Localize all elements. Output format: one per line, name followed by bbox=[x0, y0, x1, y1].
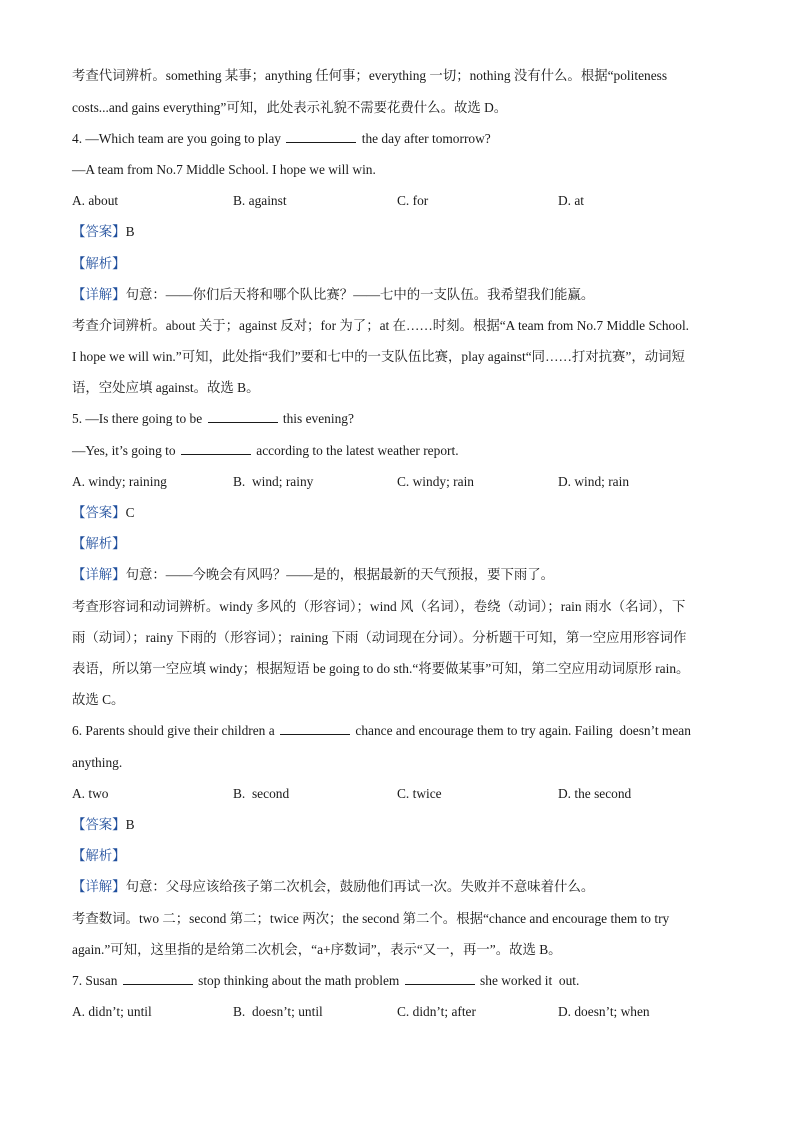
text-line: 考查介词辨析。about 关于；against 反对；for 为了；at 在……时刻。根据“A team from No.7 Middle School. bbox=[72, 318, 690, 333]
question-text: this evening? bbox=[282, 411, 354, 426]
analysis-tag: 【解析】 bbox=[72, 536, 126, 551]
question-text: chance and encourage them to try again. Failing doesn’t mean bbox=[355, 723, 691, 738]
option-b: B. doesn’t; until bbox=[233, 1004, 323, 1019]
text-line: again.”可知，这里指的是给第二次机会，“a+序数词”，表示“又一，再一”。故选 B。 bbox=[72, 942, 562, 957]
text-line: 考查代词辨析。something 某事；anything 任何事；everything 一切；nothing 没有什么。根据“politeness bbox=[72, 68, 668, 83]
detail-tag: 【详解】 bbox=[72, 287, 126, 302]
detail-tag: 【详解】 bbox=[72, 567, 126, 582]
option-d: D. doesn’t; when bbox=[558, 1004, 650, 1019]
text-line: 考查形容词和动词辨析。windy 多风的（形容词）；wind 风（名词），卷绕（动词）；rain 雨水（名词），下 bbox=[72, 599, 686, 614]
question-text: she worked it out. bbox=[480, 973, 580, 988]
question-text: the day after tomorrow? bbox=[361, 131, 491, 146]
question-text: 6. Parents should give their children a bbox=[72, 723, 275, 738]
answer-value: C bbox=[125, 505, 135, 520]
option-b: B. second bbox=[233, 786, 290, 801]
analysis-tag: 【解析】 bbox=[72, 256, 126, 271]
detail-text: 句意：——你们后天将和哪个队比赛？——七中的一支队伍。我希望我们能赢。 bbox=[125, 287, 595, 302]
option-b: B. wind; rainy bbox=[233, 474, 314, 489]
answer-line bbox=[72, 223, 135, 241]
text-line: 考查数词。two 二；second 第二；twice 两次；the second 第二个。根据“chance and encourage them to try bbox=[72, 911, 670, 926]
option-d: D. the second bbox=[558, 786, 632, 801]
answer-tag: 【答案】 bbox=[72, 505, 126, 520]
option-d: D. at bbox=[558, 193, 585, 208]
question-7 bbox=[72, 972, 579, 990]
question-text: stop thinking about the math problem bbox=[198, 973, 400, 988]
detail-text: 句意：——今晚会有风吗？——是的，根据最新的天气预报，要下雨了。 bbox=[125, 567, 555, 582]
answer-blank bbox=[280, 722, 350, 735]
option-b: B. against bbox=[233, 193, 287, 208]
option-c: C. twice bbox=[397, 786, 442, 801]
detail-line bbox=[72, 286, 594, 304]
text-line: 语，空处应填 against。故选 B。 bbox=[72, 380, 260, 395]
text-line: 雨（动词）；rainy 下雨的（形容词）；raining 下雨（动词现在分词）。分析题干可知，第一空应用形容词作 bbox=[72, 630, 687, 645]
option-a: A. about bbox=[72, 193, 119, 208]
detail-line bbox=[72, 566, 554, 584]
answer-tag: 【答案】 bbox=[72, 817, 126, 832]
option-d: D. wind; rain bbox=[558, 474, 630, 489]
text-line: costs...and gains everything”可知，此处表示礼貌不需要花费什么。故选 D。 bbox=[72, 100, 508, 115]
question-6 bbox=[72, 722, 691, 740]
answer-line bbox=[72, 816, 135, 834]
question-4 bbox=[72, 130, 491, 148]
text-line: I hope we will win.”可知，此处指“我们”要和七中的一支队伍比赛，play against“同……打对抗赛”，动词短 bbox=[72, 349, 685, 364]
question-text: 4. —Which team are you going to play bbox=[72, 131, 281, 146]
answer-value: B bbox=[125, 817, 135, 832]
detail-text: 句意：父母应该给孩子第二次机会，鼓励他们再试一次。失败并不意味着什么。 bbox=[125, 879, 595, 894]
option-c: C. for bbox=[397, 193, 429, 208]
answer-tag: 【答案】 bbox=[72, 224, 126, 239]
question-text: 7. Susan bbox=[72, 973, 118, 988]
option-a: A. windy; raining bbox=[72, 474, 167, 489]
answer-blank bbox=[208, 410, 278, 423]
answer-blank bbox=[123, 972, 193, 985]
option-a: A. two bbox=[72, 786, 109, 801]
text-line: anything. bbox=[72, 755, 123, 770]
answer-value: B bbox=[125, 224, 135, 239]
question-5-line2 bbox=[72, 442, 459, 460]
answer-blank bbox=[181, 442, 251, 455]
detail-tag: 【详解】 bbox=[72, 879, 126, 894]
option-c: C. didn’t; after bbox=[397, 1004, 476, 1019]
question-5 bbox=[72, 410, 354, 428]
text-line: —A team from No.7 Middle School. I hope we will win. bbox=[72, 162, 376, 177]
option-c: C. windy; rain bbox=[397, 474, 474, 489]
option-a: A. didn’t; until bbox=[72, 1004, 152, 1019]
question-text: —Yes, it’s going to bbox=[72, 443, 176, 458]
detail-line bbox=[72, 878, 594, 896]
answer-line bbox=[72, 504, 135, 522]
text-line: 表语，所以第一空应填 windy；根据短语 be going to do sth.“将要做某事”可知，第二空应用动词原形 rain。 bbox=[72, 661, 690, 676]
answer-blank bbox=[286, 130, 356, 143]
question-text: according to the latest weather report. bbox=[256, 443, 459, 458]
question-text: 5. —Is there going to be bbox=[72, 411, 203, 426]
text-line: 故选 C。 bbox=[72, 692, 125, 707]
answer-blank bbox=[405, 972, 475, 985]
analysis-tag: 【解析】 bbox=[72, 848, 126, 863]
